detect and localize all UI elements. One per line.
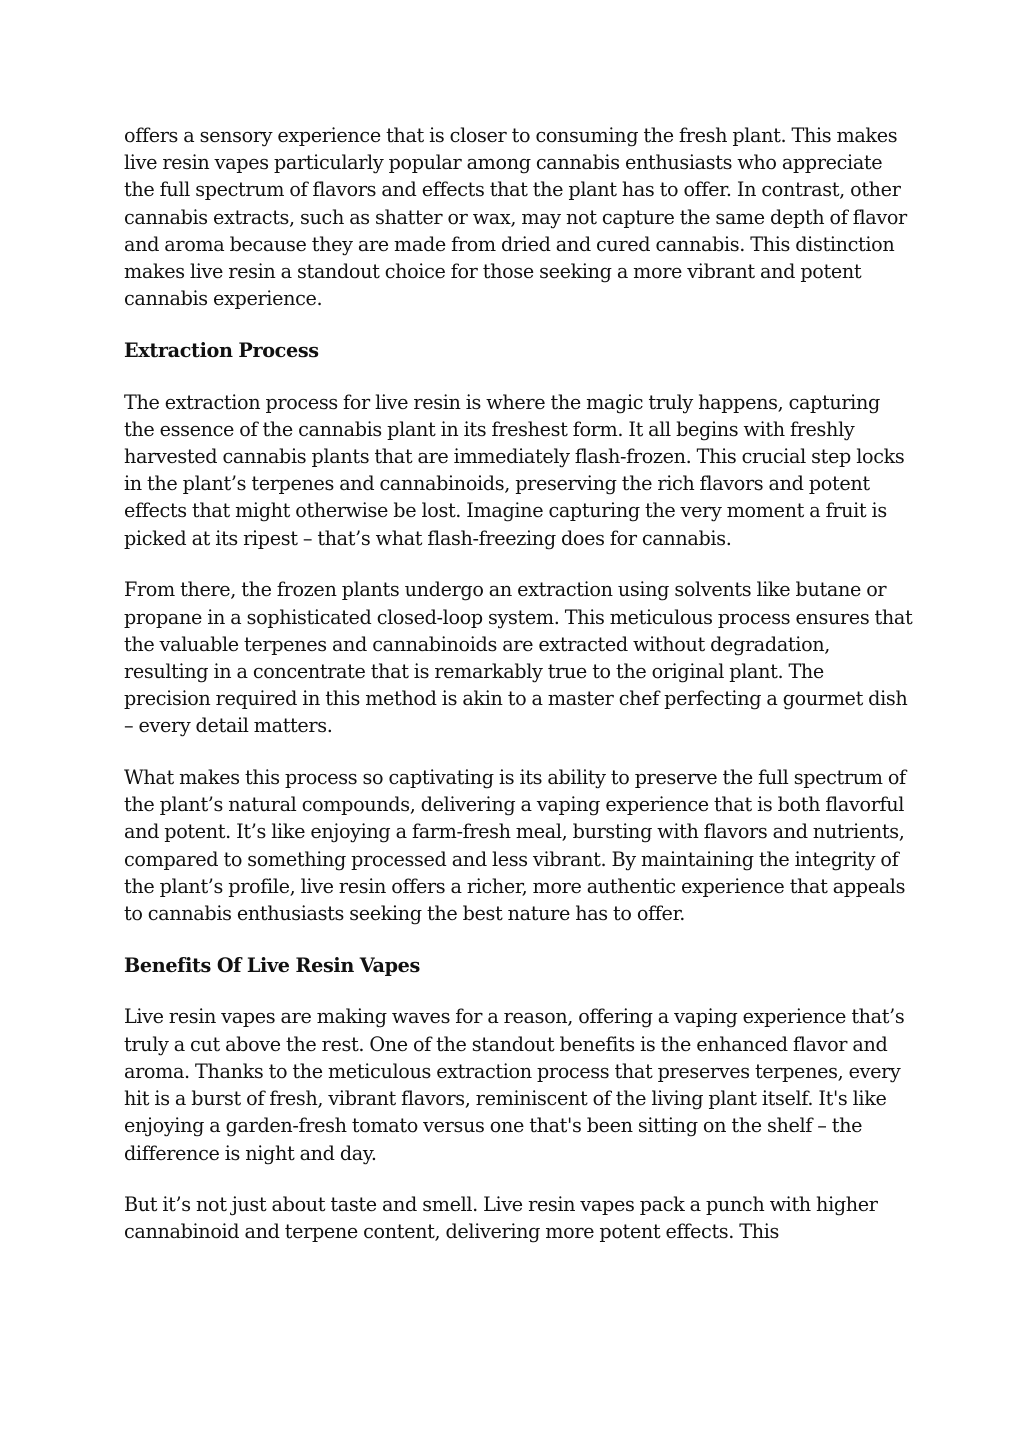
body-paragraph: The extraction process for live resin is where the magic truly happens, capturing the essence of the cannabis plant in its freshest form. It all begins with freshly harvested cannabis plants that are immediately flash-frozen. This crucial step locks in the plant’s terpenes and cannabinoids, preserving the rich flavors and potent effects that might otherwise be lost. Imagine capturing the very moment a fruit is picked at its ripest – that’s what flash-freezing does for cannabis. xyxy=(124,390,905,550)
body-paragraph: What makes this process so captivating is its ability to preserve the full spectrum of the plant’s natural compounds, delivering a vaping experience that is both flavorful and potent. It’s like enjoying a farm-fresh meal, bursting with flavors and nutrients, compared to something processed and less vibrant. By maintaining the integrity of the plant’s profile, live resin offers a richer, more authentic experience that appeals to cannabis enthusiasts seeking the best nature has to offer. xyxy=(124,766,906,926)
body-paragraph: But it’s not just about taste and smell. Live resin vapes pack a punch with higher cannabinoid and terpene content, delivering more potent effects. This xyxy=(124,1193,878,1244)
document-page xyxy=(124,122,914,1270)
section-heading-benefits: Benefits Of Live Resin Vapes xyxy=(124,953,420,977)
intro-paragraph: offers a sensory experience that is closer to consuming the fresh plant. This makes live resin vapes particularly popular among cannabis enthusiasts who appreciate the full spectrum of flavors and effects that the plant has to offer. In contrast, other cannabis extracts, such as shatter or wax, may not capture the same depth of flavor and aroma because they are made from dried and cured cannabis. This distinction makes live resin a standout choice for those seeking a more vibrant and potent cannabis experience. xyxy=(124,124,907,311)
body-paragraph: Live resin vapes are making waves for a reason, offering a vaping experience that’s truly a cut above the rest. One of the standout benefits is the enhanced flavor and aroma. Thanks to the meticulous extraction process that preserves terpenes, every hit is a burst of fresh, vibrant flavors, reminiscent of the living plant itself. It's like enjoying a garden-fresh tomato versus one that's been sitting on the shelf – the difference is night and day. xyxy=(124,1005,905,1165)
section-heading-extraction-process: Extraction Process xyxy=(124,338,319,362)
body-paragraph: From there, the frozen plants undergo an extraction using solvents like butane or propane in a sophisticated closed-loop system. This meticulous process ensures that the valuable terpenes and cannabinoids are extracted without degradation, resulting in a concentrate that is remarkably true to the original plant. The precision required in this method is akin to a master chef perfecting a gourmet dish – every detail matters. xyxy=(124,578,913,738)
